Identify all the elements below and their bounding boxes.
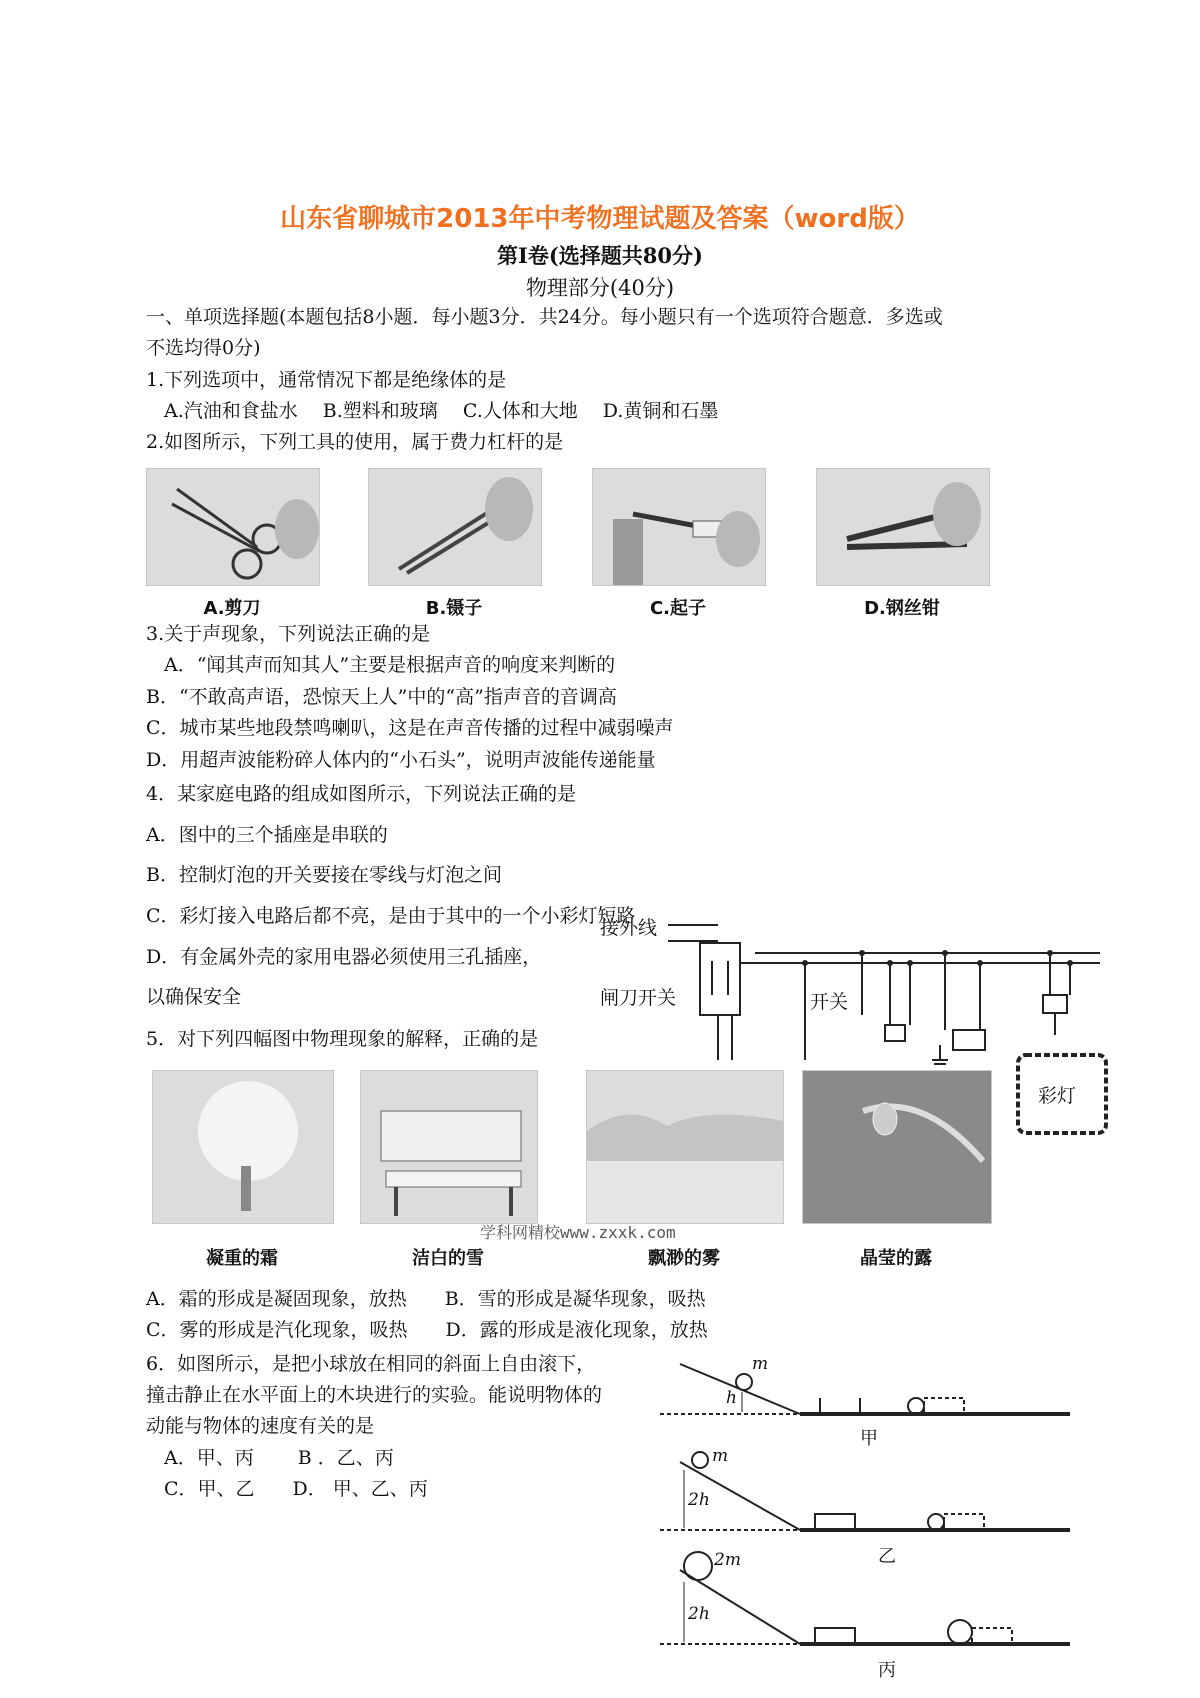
jia-mass-label: m xyxy=(752,1354,769,1374)
fog-lake-icon xyxy=(587,1071,783,1223)
snow-bench-icon xyxy=(361,1071,537,1223)
label-external-line: 接外线 xyxy=(600,917,658,939)
q5-caption-dew: 晶莹的露 xyxy=(860,1248,932,1269)
q6-options-ab: A．甲、丙 B ．乙、丙 xyxy=(164,1447,394,1469)
q5-options-ab: A．霜的形成是凝固现象，放热 B．雪的形成是凝华现象，吸热 xyxy=(146,1288,706,1310)
part1-intro-line1: 一、单项选择题(本题包括8小题．每小题3分．共24分。每小题只有一个选项符合题意．多选或 xyxy=(146,306,943,328)
q3-option-d: D．用超声波能粉碎人体内的“小石头”，说明声波能传递能量 xyxy=(146,749,656,771)
q6-stem-line3: 动能与物体的速度有关的是 xyxy=(146,1415,375,1437)
jia-height-label: h xyxy=(726,1388,737,1408)
snow-photo xyxy=(360,1070,538,1224)
yi-height-label: 2h xyxy=(688,1490,710,1510)
q2-stem: 2.如图所示，下列工具的使用，属于费力杠杆的是 xyxy=(146,431,564,453)
section-heading: 物理部分(40分) xyxy=(525,276,675,300)
q2-caption-a: A.剪刀 xyxy=(203,598,261,619)
q3-option-b: B．“不敢高声语，恐惊天上人”中的“高”指声音的音调高 xyxy=(146,686,617,708)
q2-caption-b: B.镊子 xyxy=(425,598,483,619)
q4-option-b: B．控制灯泡的开关要接在零线与灯泡之间 xyxy=(146,864,502,886)
watermark: 学科网精校www.zxxk.com xyxy=(480,1223,676,1242)
q1-stem: 1.下列选项中，通常情况下都是绝缘体的是 xyxy=(146,369,507,391)
pliers-photo xyxy=(816,468,990,586)
q6-stem-line1: 6．如图所示，是把小球放在相同的斜面上自由滚下， xyxy=(146,1353,596,1375)
q6-options-cd: C．甲、乙 D． 甲、乙、丙 xyxy=(164,1478,428,1500)
label-knife-switch: 闸刀开关 xyxy=(600,987,677,1009)
bing-label: 丙 xyxy=(878,1660,896,1681)
yi-mass-label: m xyxy=(712,1446,729,1466)
label-string-lights: 彩灯 xyxy=(1038,1085,1077,1107)
tweezers-photo xyxy=(368,468,542,586)
scissors-icon xyxy=(147,469,319,585)
tweezers-icon xyxy=(369,469,541,585)
bottle-opener-icon xyxy=(593,469,765,585)
yi-label: 乙 xyxy=(878,1546,896,1567)
q5-caption-snow: 洁白的雪 xyxy=(412,1248,484,1269)
scissors-photo xyxy=(146,468,320,586)
q2-caption-d: D.钢丝钳 xyxy=(864,598,940,619)
bing-mass-label: 2m xyxy=(714,1550,741,1570)
q5-caption-fog: 飘渺的雾 xyxy=(648,1248,720,1269)
volume-heading: 第Ⅰ卷(选择题共80分) xyxy=(497,243,703,268)
jia-label: 甲 xyxy=(860,1428,878,1449)
q3-option-c: C．城市某些地段禁鸣喇叭，这是在声音传播的过程中减弱噪声 xyxy=(146,717,674,739)
q4-option-d-line1: D．有金属外壳的家用电器必须使用三孔插座， xyxy=(146,946,542,968)
q4-stem: 4．某家庭电路的组成如图所示，下列说法正确的是 xyxy=(146,783,577,805)
q6-stem-line2: 撞击静止在水平面上的木块进行的实验。能说明物体的 xyxy=(146,1384,603,1406)
frost-tree-icon xyxy=(153,1071,333,1223)
q2-caption-c: C.起子 xyxy=(649,598,707,619)
bing-height-label: 2h xyxy=(688,1604,710,1624)
label-switch: 开关 xyxy=(810,991,849,1013)
q5-options-cd: C．雾的形成是汽化现象，吸热 D．露的形成是液化现象，放热 xyxy=(146,1319,708,1341)
q5-stem: 5．对下列四幅图中物理现象的解释，正确的是 xyxy=(146,1028,539,1050)
page-title: 山东省聊城市2013年中考物理试题及答案（word版） xyxy=(280,204,920,234)
dew-drop-icon xyxy=(803,1071,991,1223)
q3-option-a: A．“闻其声而知其人”主要是根据声音的响度来判断的 xyxy=(164,654,616,676)
q4-option-c: C．彩灯接入电路后都不亮，是由于其中的一个小彩灯短路 xyxy=(146,905,636,927)
pliers-icon xyxy=(817,469,989,585)
q4-option-d-line2: 以确保安全 xyxy=(146,986,242,1008)
frost-photo xyxy=(152,1070,334,1224)
fog-photo xyxy=(586,1070,784,1224)
q5-caption-frost: 凝重的霜 xyxy=(206,1248,278,1269)
bottle-opener-photo xyxy=(592,468,766,586)
q3-stem: 3.关于声现象，下列说法正确的是 xyxy=(146,623,431,645)
dew-photo xyxy=(802,1070,992,1224)
part1-intro-line2: 不选均得0分) xyxy=(146,337,261,359)
q4-option-a: A．图中的三个插座是串联的 xyxy=(146,824,388,846)
incline-experiment-diagram xyxy=(660,1352,1090,1692)
q1-options: A.汽油和食盐水 B.塑料和玻璃 C.人体和大地 D.黄铜和石墨 xyxy=(164,400,719,422)
